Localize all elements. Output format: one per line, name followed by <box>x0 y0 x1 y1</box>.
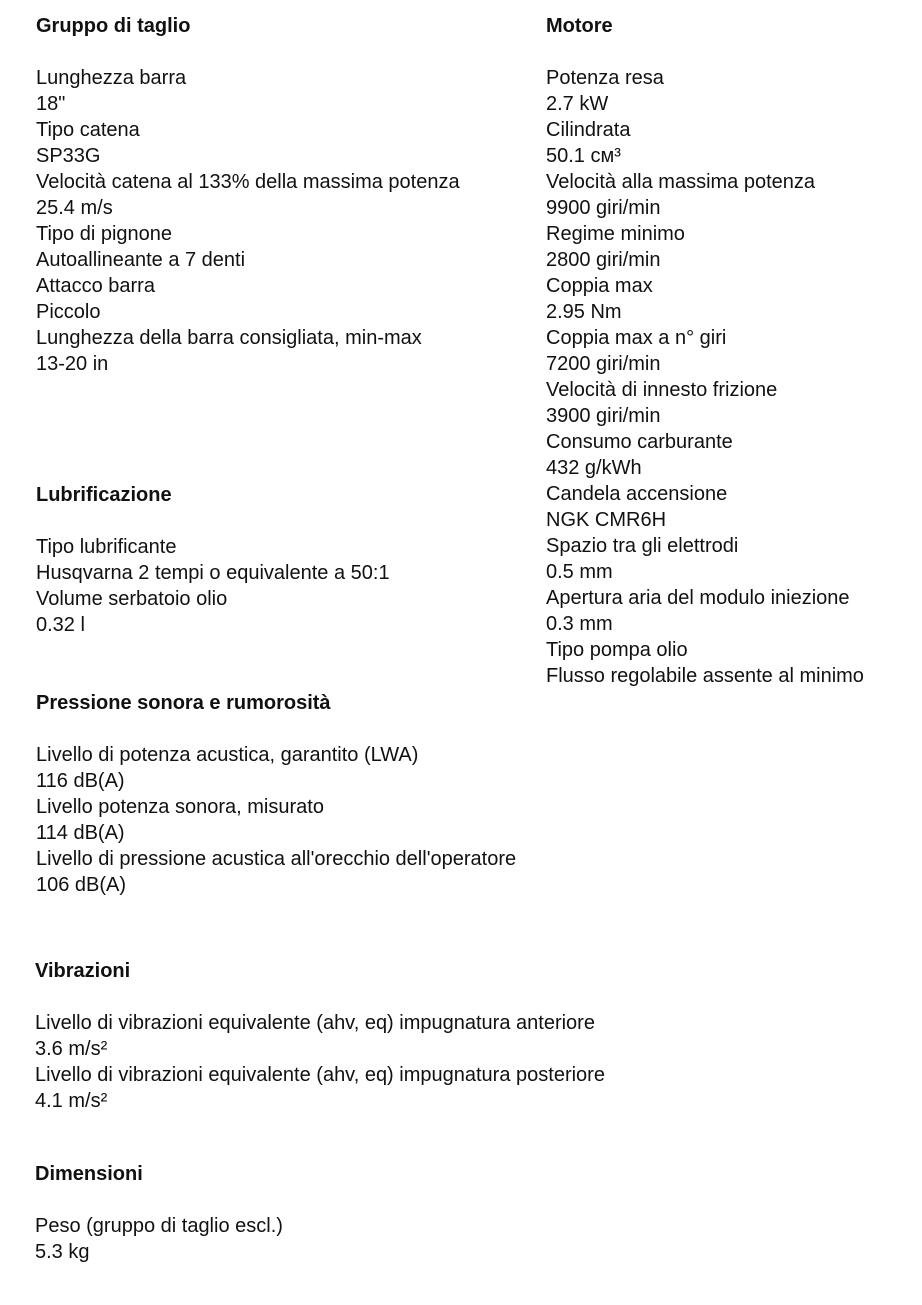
section-title: Dimensioni <box>35 1163 143 1185</box>
spec-value: 7200 giri/min <box>546 353 661 375</box>
spec-label: Volume serbatoio olio <box>36 588 228 610</box>
spec-label: Tipo lubrificante <box>36 536 177 558</box>
section-title: Pressione sonora e rumorosità <box>36 692 331 714</box>
spec-value: 9900 giri/min <box>546 197 661 219</box>
spec-value: Autoallineante a 7 denti <box>36 249 246 271</box>
spec-lines <box>36 534 390 638</box>
spec-lines <box>36 742 516 898</box>
spec-label: Attacco barra <box>36 275 155 297</box>
spec-lines <box>35 1213 283 1265</box>
spec-label: Tipo pompa olio <box>546 639 688 661</box>
spec-value: 0.32 l <box>36 614 85 636</box>
section-noise <box>36 690 516 898</box>
section-title: Motore <box>546 15 613 37</box>
section-lubrication <box>36 482 390 638</box>
spec-lines <box>546 65 864 689</box>
spec-value: 2800 giri/min <box>546 249 661 271</box>
spec-lines <box>35 1010 605 1114</box>
spec-value: 2.95 Nm <box>546 301 622 323</box>
spec-value: Husqvarna 2 tempi o equivalente a 50:1 <box>36 562 390 584</box>
spec-value: 13-20 in <box>36 353 109 375</box>
spec-value: 3900 giri/min <box>546 405 661 427</box>
spec-label: Spazio tra gli elettrodi <box>546 535 739 557</box>
section-vibration <box>35 958 605 1114</box>
spec-label: Cilindrata <box>546 119 631 141</box>
spec-label: Coppia max a n° giri <box>546 327 727 349</box>
spec-label: Regime minimo <box>546 223 685 245</box>
spec-label: Consumo carburante <box>546 431 733 453</box>
spec-value: 106 dB(A) <box>36 874 127 896</box>
section-title: Lubrificazione <box>36 484 172 506</box>
section-dimensions <box>35 1161 283 1265</box>
spec-label: Livello potenza sonora, misurato <box>36 796 324 818</box>
spec-value: 3.6 m/s² <box>35 1038 108 1060</box>
spec-value: 2.7 kW <box>546 93 609 115</box>
section-title: Vibrazioni <box>35 960 131 982</box>
spec-label: Velocità di innesto frizione <box>546 379 778 401</box>
spec-value: 18" <box>36 93 66 115</box>
spec-label: Lunghezza della barra consigliata, min-max <box>36 327 422 349</box>
spec-label: Livello di vibrazioni equivalente (ahv, eq) impugnatura posteriore <box>35 1064 605 1086</box>
spec-value: Piccolo <box>36 301 101 323</box>
spec-label: Lunghezza barra <box>36 67 187 89</box>
spec-value: SP33G <box>36 145 101 167</box>
spec-value: 0.5 mm <box>546 561 613 583</box>
section-cutting-group <box>36 13 460 377</box>
spec-value: 5.3 kg <box>35 1241 90 1263</box>
spec-label: Tipo di pignone <box>36 223 173 245</box>
spec-label: Tipo catena <box>36 119 140 141</box>
spec-label: Peso (gruppo di taglio escl.) <box>35 1215 283 1237</box>
spec-value: 114 dB(A) <box>36 822 125 844</box>
spec-label: Candela accensione <box>546 483 728 505</box>
spec-value: 432 g/kWh <box>546 457 642 479</box>
spec-lines <box>36 65 460 377</box>
spec-label: Potenza resa <box>546 67 664 89</box>
spec-label: Velocità alla massima potenza <box>546 171 816 193</box>
spec-label: Coppia max <box>546 275 653 297</box>
section-title: Gruppo di taglio <box>36 15 191 37</box>
spec-value: 0.3 mm <box>546 613 613 635</box>
spec-value: NGK CMR6H <box>546 509 667 531</box>
section-engine <box>546 13 864 689</box>
spec-value: 4.1 m/s² <box>35 1090 108 1112</box>
spec-label: Apertura aria del modulo iniezione <box>546 587 850 609</box>
spec-label: Livello di pressione acustica all'orecchio dell'operatore <box>36 848 517 870</box>
spec-value: 50.1 см³ <box>546 145 621 167</box>
spec-label: Velocità catena al 133% della massima potenza <box>36 171 460 193</box>
spec-value: 116 dB(A) <box>36 770 125 792</box>
spec-label: Livello di potenza acustica, garantito (LWA) <box>36 744 419 766</box>
spec-value: Flusso regolabile assente al minimo <box>546 665 864 687</box>
spec-label: Livello di vibrazioni equivalente (ahv, eq) impugnatura anteriore <box>35 1012 595 1034</box>
spec-value: 25.4 m/s <box>36 197 113 219</box>
